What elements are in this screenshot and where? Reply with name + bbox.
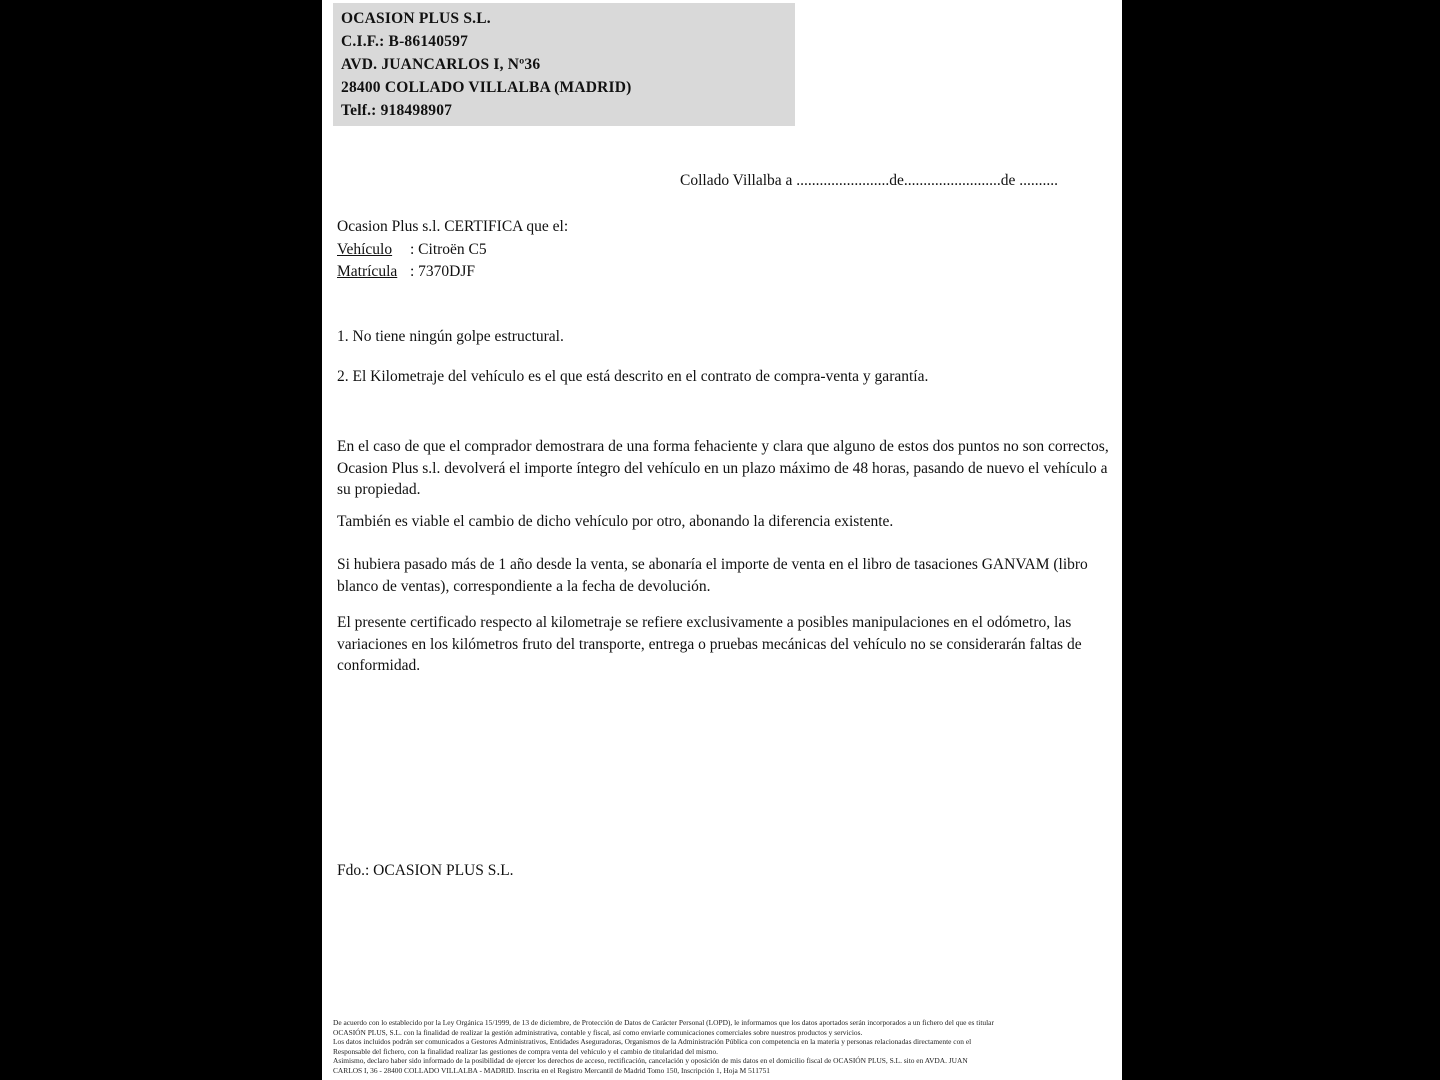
company-phone: Telf.: 918498907	[341, 102, 453, 119]
point-2: 2. El Kilometraje del vehículo es el que está descrito en el contrato de compra-venta y garantía.	[337, 368, 929, 385]
legal-line: De acuerdo con lo establecido por la Ley Orgánica 15/1999, de 13 de diciembre, de Protección de Datos de Carácter Personal (LOPD), le informamos que los datos aportados serán incorporados a un fichero del que es titular	[333, 1018, 994, 1027]
legal-line: OCASIÓN PLUS, S.L. con la finalidad de realizar la gestión administrativa, contable y fiscal, así como enviarle comunicaciones comerciales sobre nuestros productos y servicios.	[333, 1027, 863, 1037]
vehicle-label: Vehículo	[337, 240, 393, 258]
paragraph-exchange: También es viable el cambio de dicho vehículo por otro, abonando la diferencia existente.	[337, 513, 894, 530]
legal-line: Responsable del fichero, con la finalidad realizar las gestiones de compra venta del vehículo y el cambio de titularidad del mismo.	[333, 1046, 719, 1056]
plate-row	[337, 261, 568, 284]
document-page	[322, 0, 1122, 1080]
date-line: Collado Villalba a ........................de.........................de ..........	[680, 172, 1059, 189]
company-cif: C.I.F.: B-86140597	[341, 33, 469, 50]
legal-line: Asimismo, declaro haber sido informado de la posibilidad de ejercer los derechos de acceso, rectificación, cancelación y oposición de mis datos en el domicilio fiscal de OCASIÓN PLUS, S.L. sito en AVDA. JUAN	[333, 1056, 968, 1066]
paragraph-odometer: El presente certificado respecto al kilometraje se refiere exclusivamente a posibles manipulaciones en el odómetro, las variaciones en los kilómetros fruto del transporte, entrega o pruebas mecánicas del vehículo no se considerarán faltas de conformidad.	[337, 614, 1082, 674]
paragraph-ganvam: Si hubiera pasado más de 1 año desde la venta, se abonaría el importe de venta en el libro de tasaciones GANVAM (libro blanco de ventas), correspondiente a la fecha de devolución.	[337, 556, 1088, 595]
company-address: AVD. JUANCARLOS I, Nº36	[341, 56, 541, 73]
signature-line: Fdo.: OCASION PLUS S.L.	[337, 862, 514, 879]
company-header-box	[333, 3, 795, 126]
paragraph-refund: En el caso de que el comprador demostrara de una forma fehaciente y clara que alguno de estos dos puntos no son correctos, Ocasion Plus s.l. devolverá el importe íntegro del vehículo en un plazo máximo de 48 horas, pasando de nuevo el vehículo a su propiedad.	[337, 438, 1109, 498]
vehicle-row	[337, 239, 568, 262]
legal-footer	[333, 1018, 1115, 1076]
certifies-intro: Ocasion Plus s.l. CERTIFICA que el:	[337, 218, 569, 235]
point-1: 1. No tiene ningún golpe estructural.	[337, 328, 564, 345]
plate-value: : 7370DJF	[410, 263, 476, 280]
company-city: 28400 COLLADO VILLALBA (MADRID)	[341, 79, 632, 96]
legal-line: Los datos incluidos podrán ser comunicados a Gestores Administrativos, Entidades Aseguradoras, Organismos de la Administración Pública con competencia en la materia y personas relacionadas directamente con el	[333, 1037, 972, 1047]
certification-block	[337, 216, 568, 284]
plate-label: Matrícula	[337, 263, 398, 280]
company-name: OCASION PLUS S.L.	[341, 10, 491, 27]
legal-line: CARLOS I, 36 - 28400 COLLADO VILLALBA - MADRID. Inscrita en el Registro Mercantil de Madrid Tomo 150, Inscripción 1, Hoja M 511751	[333, 1065, 770, 1075]
vehicle-value: : Citroën C5	[410, 240, 487, 258]
